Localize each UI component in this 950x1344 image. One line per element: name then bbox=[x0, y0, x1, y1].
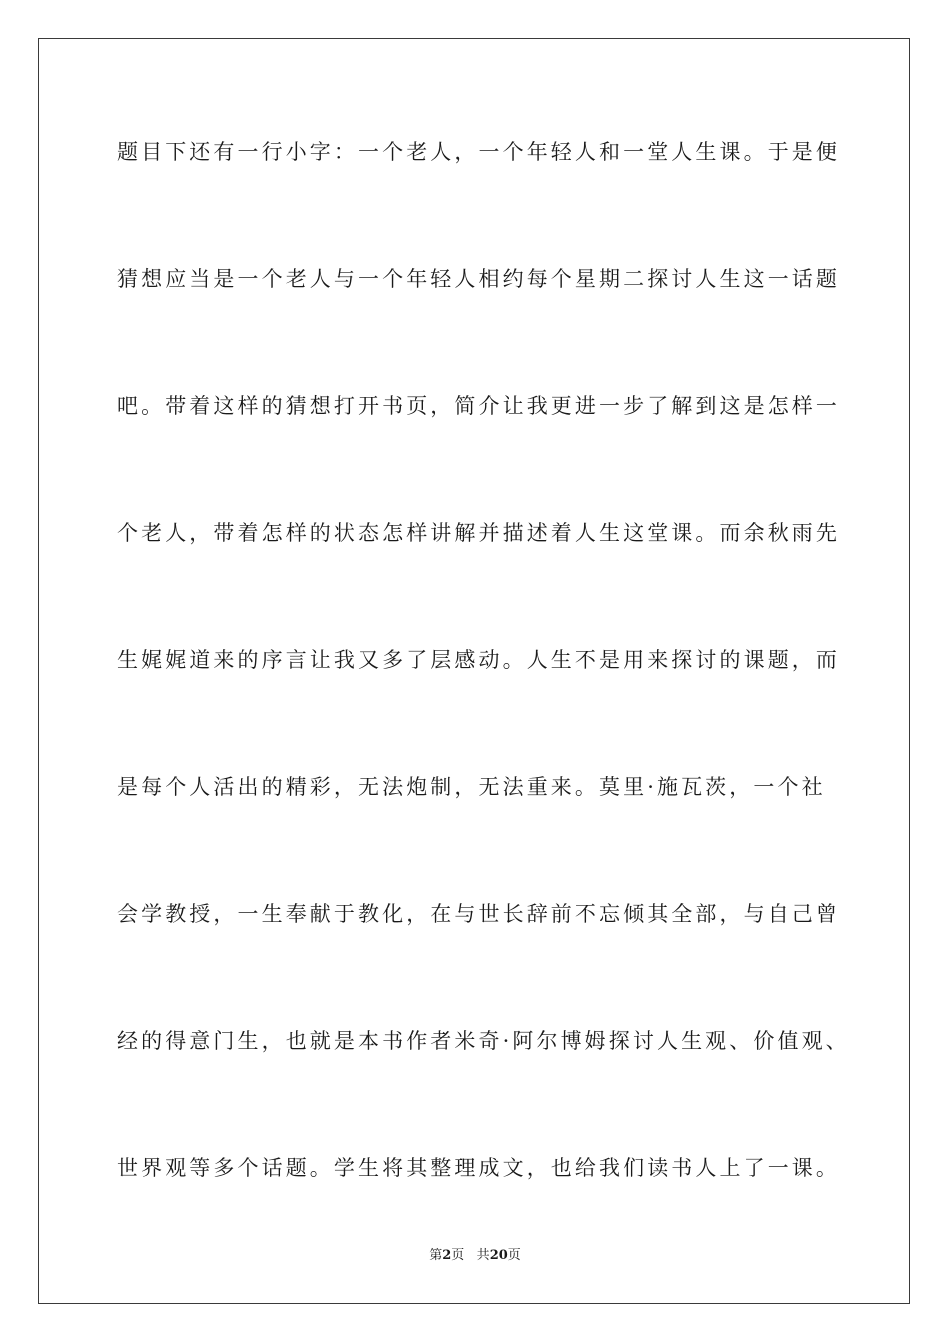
page-footer bbox=[0, 1246, 950, 1266]
text-line: 题目下还有一行小字：一个老人，一个年轻人和一堂人生课。于是便 bbox=[117, 140, 840, 164]
total-pages: 20 bbox=[489, 1248, 508, 1263]
text-line: 世界观等多个话题。学生将其整理成文，也给我们读书人上了一课。 bbox=[117, 1156, 840, 1180]
text-line: 会学教授，一生奉献于教化，在与世长辞前不忘倾其全部，与自己曾 bbox=[117, 902, 840, 926]
page-prefix: 第 bbox=[429, 1248, 443, 1263]
text-line: 猜想应当是一个老人与一个年轻人相约每个星期二探讨人生这一话题 bbox=[117, 267, 840, 291]
text-line: 吧。带着这样的猜想打开书页，简介让我更进一步了解到这是怎样一 bbox=[117, 394, 840, 418]
document-body bbox=[117, 124, 857, 1267]
text-line: 个老人，带着怎样的状态怎样讲解并描述着人生这堂课。而余秋雨先 bbox=[117, 521, 840, 545]
total-suffix: 页 bbox=[507, 1248, 521, 1263]
page-number: 2 bbox=[442, 1248, 452, 1263]
text-line: 是每个人活出的精彩，无法炮制，无法重来。莫里·施瓦茨，一个社 bbox=[117, 775, 826, 799]
total-prefix: 共 bbox=[476, 1248, 490, 1263]
text-line: 生娓娓道来的序言让我又多了层感动。人生不是用来探讨的课题，而 bbox=[117, 648, 840, 672]
text-line: 经的得意门生，也就是本书作者米奇·阿尔博姆探讨人生观、价值观、 bbox=[117, 1029, 850, 1053]
page-suffix: 页 bbox=[451, 1248, 465, 1263]
